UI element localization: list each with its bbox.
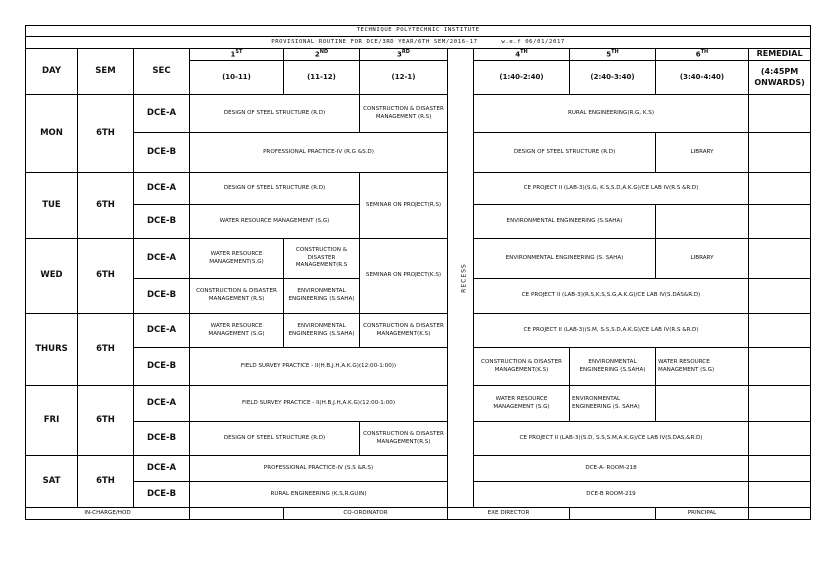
footer-coordinator: CO-ORDINATOR <box>284 508 448 520</box>
period-4-label: 4TH <box>474 49 570 61</box>
period-3-time: (12-1) <box>360 61 448 95</box>
period-6-label: 6TH <box>656 49 749 61</box>
cell-fri-b-p3: CONSTRUCTION & DISASTER MANAGEMENT(R.S) <box>360 422 448 456</box>
sec-fri-b: DCE-B <box>134 422 190 456</box>
cell-sat-b-p4-6: DCE-B ROOM-219 <box>474 482 749 508</box>
cell-fri-a-p5: ENVIRONMENTAL ENGINEERING (S. SAHA) <box>570 386 656 422</box>
period-5-time: (2:40-3:40) <box>570 61 656 95</box>
cell-thu-b-remedial <box>749 348 811 386</box>
sec-sat-a: DCE-A <box>134 456 190 482</box>
cell-fri-a-p1-3: FIELD SURVEY PRACTICE - II(H.B,J.H,A.K.G)(12:00-1:00) <box>190 386 448 422</box>
cell-mon-a-p3: CONSTRUCTION & DISASTER MANAGEMENT (R.S) <box>360 95 448 133</box>
cell-fri-b-p1-2: DESIGN OF STEEL STRUCTURE (R.D) <box>190 422 360 456</box>
cell-mon-b-p6: LIBRARY <box>656 133 749 173</box>
sem-sat: 6TH <box>78 456 134 508</box>
sem-fri: 6TH <box>78 386 134 456</box>
cell-tue-p3: SEMINAR ON PROJECT(R.S) <box>360 173 448 239</box>
period-2-time: (11-12) <box>284 61 360 95</box>
cell-fri-a-p4: WATER RESOURCE MANAGEMENT (S.G) <box>474 386 570 422</box>
cell-wed-b-p4-6: CE PROJECT II (LAB-3)(R.S,K.S,S.G,A.K.G)/CE LAB IV(S.DAS&R.D) <box>474 279 749 314</box>
cell-fri-b-remedial <box>749 422 811 456</box>
sec-thu-a: DCE-A <box>134 314 190 348</box>
footer-blank-3 <box>749 508 811 520</box>
cell-thu-a-p3: CONSTRUCTION & DISASTER MANAGEMENT(K.S) <box>360 314 448 348</box>
cell-wed-a-p6: LIBRARY <box>656 239 749 279</box>
cell-thu-a-p1: WATER RESOURCE MANAGEMENT (S.G) <box>190 314 284 348</box>
cell-mon-a-p4-6: RURAL ENGINEERING(R.G, K.S) <box>474 95 749 133</box>
routine-sheet <box>25 25 810 539</box>
cell-tue-b-remedial <box>749 205 811 239</box>
cell-wed-b-p1: CONSTRUCTION & DISASTER MANAGEMENT (R.S) <box>190 279 284 314</box>
cell-tue-a-p1-2: DESIGN OF STEEL STRUCTURE (R.D) <box>190 173 360 205</box>
cell-sat-a-p1-3: PROFESSIONAL PRACTICE-IV (S.S &R.S) <box>190 456 448 482</box>
day-thu: THURS <box>26 314 78 386</box>
cell-wed-a-p4-5: ENVIRONMENTAL ENGINEERING (S. SAHA) <box>474 239 656 279</box>
sec-thu-b: DCE-B <box>134 348 190 386</box>
header-day: DAY <box>26 49 78 95</box>
remedial-time: (4:45PM ONWARDS) <box>749 61 811 95</box>
cell-thu-a-p4-6: CE PROJECT II (LAB-3)(S.M, S.S,S.D,A.K.G)/CE LAB IV(R.S &R.D) <box>474 314 749 348</box>
day-tue: TUE <box>26 173 78 239</box>
wef-date: w.e.f 06/01/2017 <box>501 38 565 45</box>
cell-tue-b-p6 <box>656 205 749 239</box>
cell-tue-a-remedial <box>749 173 811 205</box>
cell-wed-b-p2: ENVIRONMENTAL ENGINEERING (S.SAHA) <box>284 279 360 314</box>
period-6-time: (3:40-4:40) <box>656 61 749 95</box>
cell-thu-a-p2: ENVIRONMENTAL ENGINEERING (S.SAHA) <box>284 314 360 348</box>
cell-mon-a-remedial <box>749 95 811 133</box>
cell-sat-b-remedial <box>749 482 811 508</box>
cell-tue-b-p4-5: ENVIRONMENTAL ENGINEERING (S.SAHA) <box>474 205 656 239</box>
header-sem: SEM <box>78 49 134 95</box>
sem-tue: 6TH <box>78 173 134 239</box>
cell-thu-b-p4: CONSTRUCTION & DISASTER MANAGEMENT(K.S) <box>474 348 570 386</box>
day-sat: SAT <box>26 456 78 508</box>
day-wed: WED <box>26 239 78 314</box>
routine-table <box>25 25 811 520</box>
cell-sat-a-remedial <box>749 456 811 482</box>
sec-wed-b: DCE-B <box>134 279 190 314</box>
cell-fri-a-remedial <box>749 386 811 422</box>
sem-wed: 6TH <box>78 239 134 314</box>
header-remedial: REMEDIAL <box>749 49 811 61</box>
sec-tue-b: DCE-B <box>134 205 190 239</box>
period-3-label: 3RD <box>360 49 448 61</box>
cell-wed-b-remedial <box>749 279 811 314</box>
period-2-label: 2ND <box>284 49 360 61</box>
cell-thu-b-p6: WATER RESOURCE MANAGEMENT (S.G) <box>656 348 749 386</box>
footer-exe-director: EXE DIRECTOR <box>448 508 570 520</box>
sec-mon-a: DCE-A <box>134 95 190 133</box>
cell-wed-a-remedial <box>749 239 811 279</box>
cell-sat-b-p1-3: RURAL ENGINEERING (K.S,R.GUIN) <box>190 482 448 508</box>
recess-label: RECESS <box>460 263 468 293</box>
period-1-time: (10-11) <box>190 61 284 95</box>
footer-blank <box>190 508 284 520</box>
day-mon: MON <box>26 95 78 173</box>
sem-thu: 6TH <box>78 314 134 386</box>
footer-blank-2 <box>570 508 656 520</box>
cell-wed-a-p1: WATER RESOURCE MANAGEMENT(S.G) <box>190 239 284 279</box>
sec-fri-a: DCE-A <box>134 386 190 422</box>
routine-title-text: PROVISIONAL ROUTINE FOR DCE/3RD YEAR/6TH SEM/2016-17 <box>271 38 478 45</box>
institute-name: TECHNIQUE POLYTECHNIC INSTITUTE <box>26 26 811 37</box>
footer-incharge: IN-CHARGE/HOD <box>26 508 190 520</box>
cell-tue-b-p1-2: WATER RESOURCE MANAGEMENT (S.G) <box>190 205 360 239</box>
recess-column <box>448 49 474 508</box>
cell-wed-p3: SEMINAR ON PROJECT(K.S) <box>360 239 448 314</box>
sec-wed-a: DCE-A <box>134 239 190 279</box>
routine-title <box>26 37 811 49</box>
cell-thu-b-p5: ENVIRONMENTAL ENGINEERING (S.SAHA) <box>570 348 656 386</box>
period-4-time: (1:40-2:40) <box>474 61 570 95</box>
footer-principal: PRINCIPAL <box>656 508 749 520</box>
header-sec: SEC <box>134 49 190 95</box>
cell-fri-a-p6 <box>656 386 749 422</box>
cell-mon-b-p1-3: PROFESSIONAL PRACTICE-IV (R.G &S.D) <box>190 133 448 173</box>
cell-sat-a-p4-6: DCE-A- ROOM-218 <box>474 456 749 482</box>
sec-mon-b: DCE-B <box>134 133 190 173</box>
day-fri: FRI <box>26 386 78 456</box>
cell-thu-b-p1-3: FIELD SURVEY PRACTICE - II(H.B,J.H,A.K.G)(12:00-1:00)) <box>190 348 448 386</box>
cell-mon-a-p1-2: DESIGN OF STEEL STRUCTURE (R.D) <box>190 95 360 133</box>
period-1-label: 1ST <box>190 49 284 61</box>
cell-wed-a-p2: CONSTRUCTION & DISASTER MANAGEMENT(R.S <box>284 239 360 279</box>
cell-mon-b-remedial <box>749 133 811 173</box>
sec-tue-a: DCE-A <box>134 173 190 205</box>
cell-tue-a-p4-6: CE PROJECT II (LAB-3)(S.G, K.S,S.D,A.K.G)/CE LAB IV(R.S &R.D) <box>474 173 749 205</box>
sem-mon: 6TH <box>78 95 134 173</box>
sec-sat-b: DCE-B <box>134 482 190 508</box>
cell-fri-b-p4-6: CE PROJECT II (LAB-3)(S.D, S.S,S.M,A.K.G)/CE LAB IV(S.DAS,&R.D) <box>474 422 749 456</box>
cell-thu-a-remedial <box>749 314 811 348</box>
cell-mon-b-p4-5: DESIGN OF STEEL STRUCTURE (R.D) <box>474 133 656 173</box>
period-5-label: 5TH <box>570 49 656 61</box>
